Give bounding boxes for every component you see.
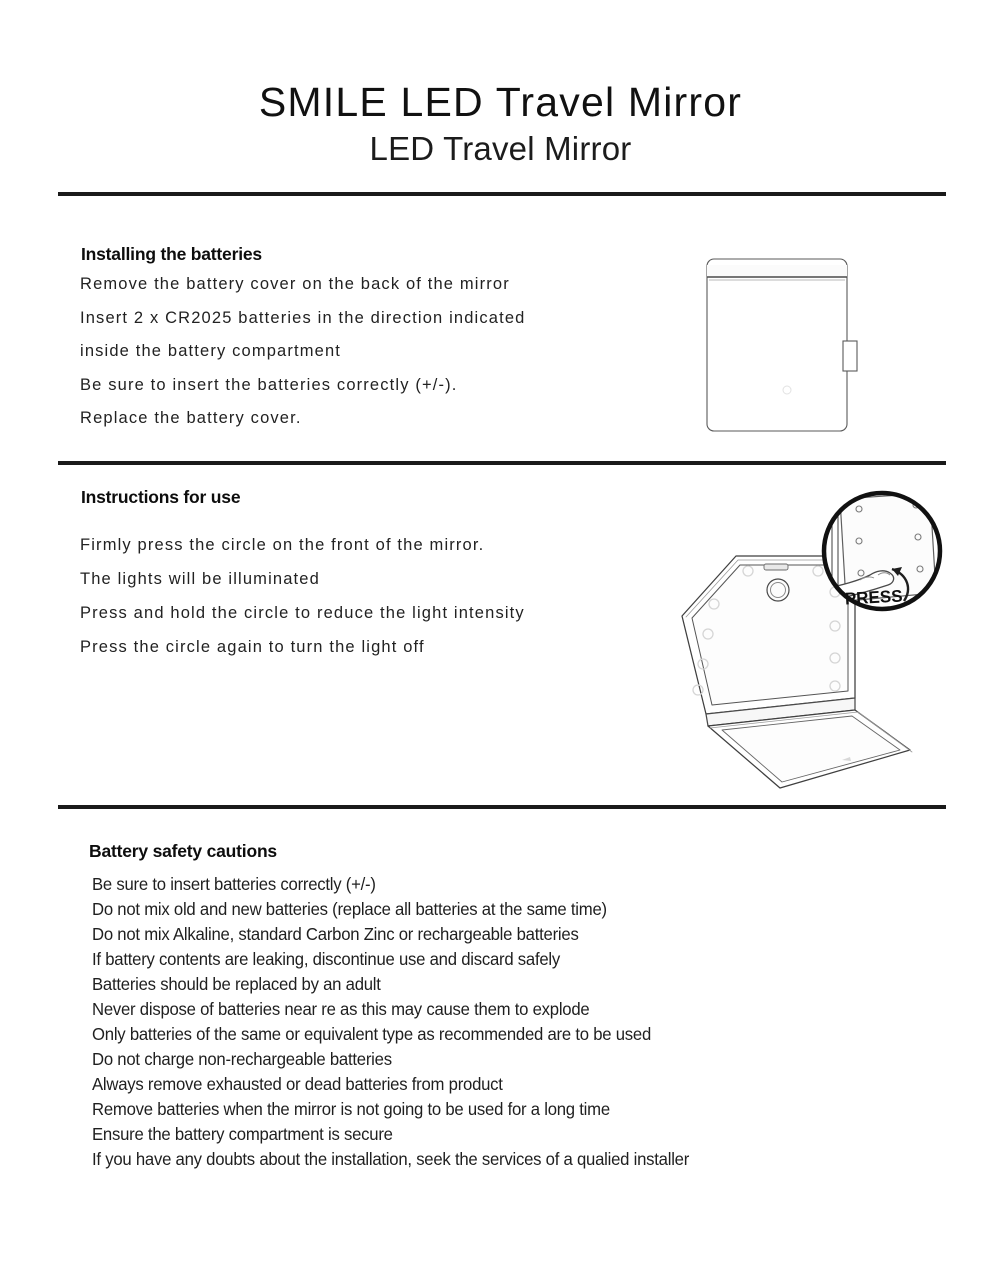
list-item: Ensure the battery compartment is secure [92,1124,393,1144]
list-item: Only batteries of the same or equivalent type as recommended are to be used [92,1024,652,1044]
installing-batteries-steps [80,268,525,436]
list-item: Batteries should be replaced by an adult [92,974,381,994]
section-heading-battery-safety-cautions: Battery safety cautions [89,841,277,861]
list-item: If battery contents are leaking, discontinue use and discard safely [92,949,561,969]
list-item: Do not charge non-rechargeable batteries [92,1049,392,1069]
list-item: Do not mix old and new batteries (replace all batteries at the same time) [92,899,607,919]
list-item: Be sure to insert batteries correctly (+/-) [92,874,376,894]
mirror-top-slot [764,564,788,570]
list-item: inside the battery compartment [80,342,342,360]
mirror-back-battery-cover-illustration [703,255,867,435]
list-item: Do not mix Alkaline, standard Carbon Zinc or rechargeable batteries [92,924,579,944]
battery-safety-cautions-list [92,872,689,1172]
section-heading-installing-batteries: Installing the batteries [81,244,262,264]
list-item: Remove the battery cover on the back of the mirror [80,275,510,293]
list-item: Replace the battery cover. [80,409,302,427]
list-item: Always remove exhausted or dead batteries from product [92,1074,503,1094]
press-button-detail-illustration [812,485,952,625]
list-item: Be sure to insert the batteries correctly (+/-). [80,375,458,394]
list-item: Never dispose of batteries near re as this may cause them to explode [92,999,590,1019]
instructions-for-use-steps [80,528,525,664]
list-item: Remove batteries when the mirror is not going to be used for a long time [92,1099,610,1119]
page-subtitle: LED Travel Mirror [369,130,632,168]
battery-cover-band [707,265,847,277]
list-item: Press the circle again to turn the light off [80,638,425,656]
divider-rule-bottom [58,805,946,809]
divider-rule-middle [58,461,946,465]
title-block [0,80,1001,170]
list-item: The lights will be illuminated [80,570,320,588]
list-item: Press and hold the circle to reduce the light intensity [80,604,525,622]
divider-rule-top [58,192,946,196]
list-item: Insert 2 x CR2025 batteries in the direction indicated [80,308,526,327]
press-label: PRESS [844,586,903,609]
section-heading-instructions-for-use: Instructions for use [81,487,241,507]
page-title: SMILE LED Travel Mirror [258,79,743,125]
battery-cover-latch-tab [843,341,857,371]
list-item: Firmly press the circle on the front of the mirror. [80,536,485,554]
mirror-back-body [707,259,847,431]
list-item: If you have any doubts about the installation, seek the services of a qualied installer [92,1149,690,1169]
